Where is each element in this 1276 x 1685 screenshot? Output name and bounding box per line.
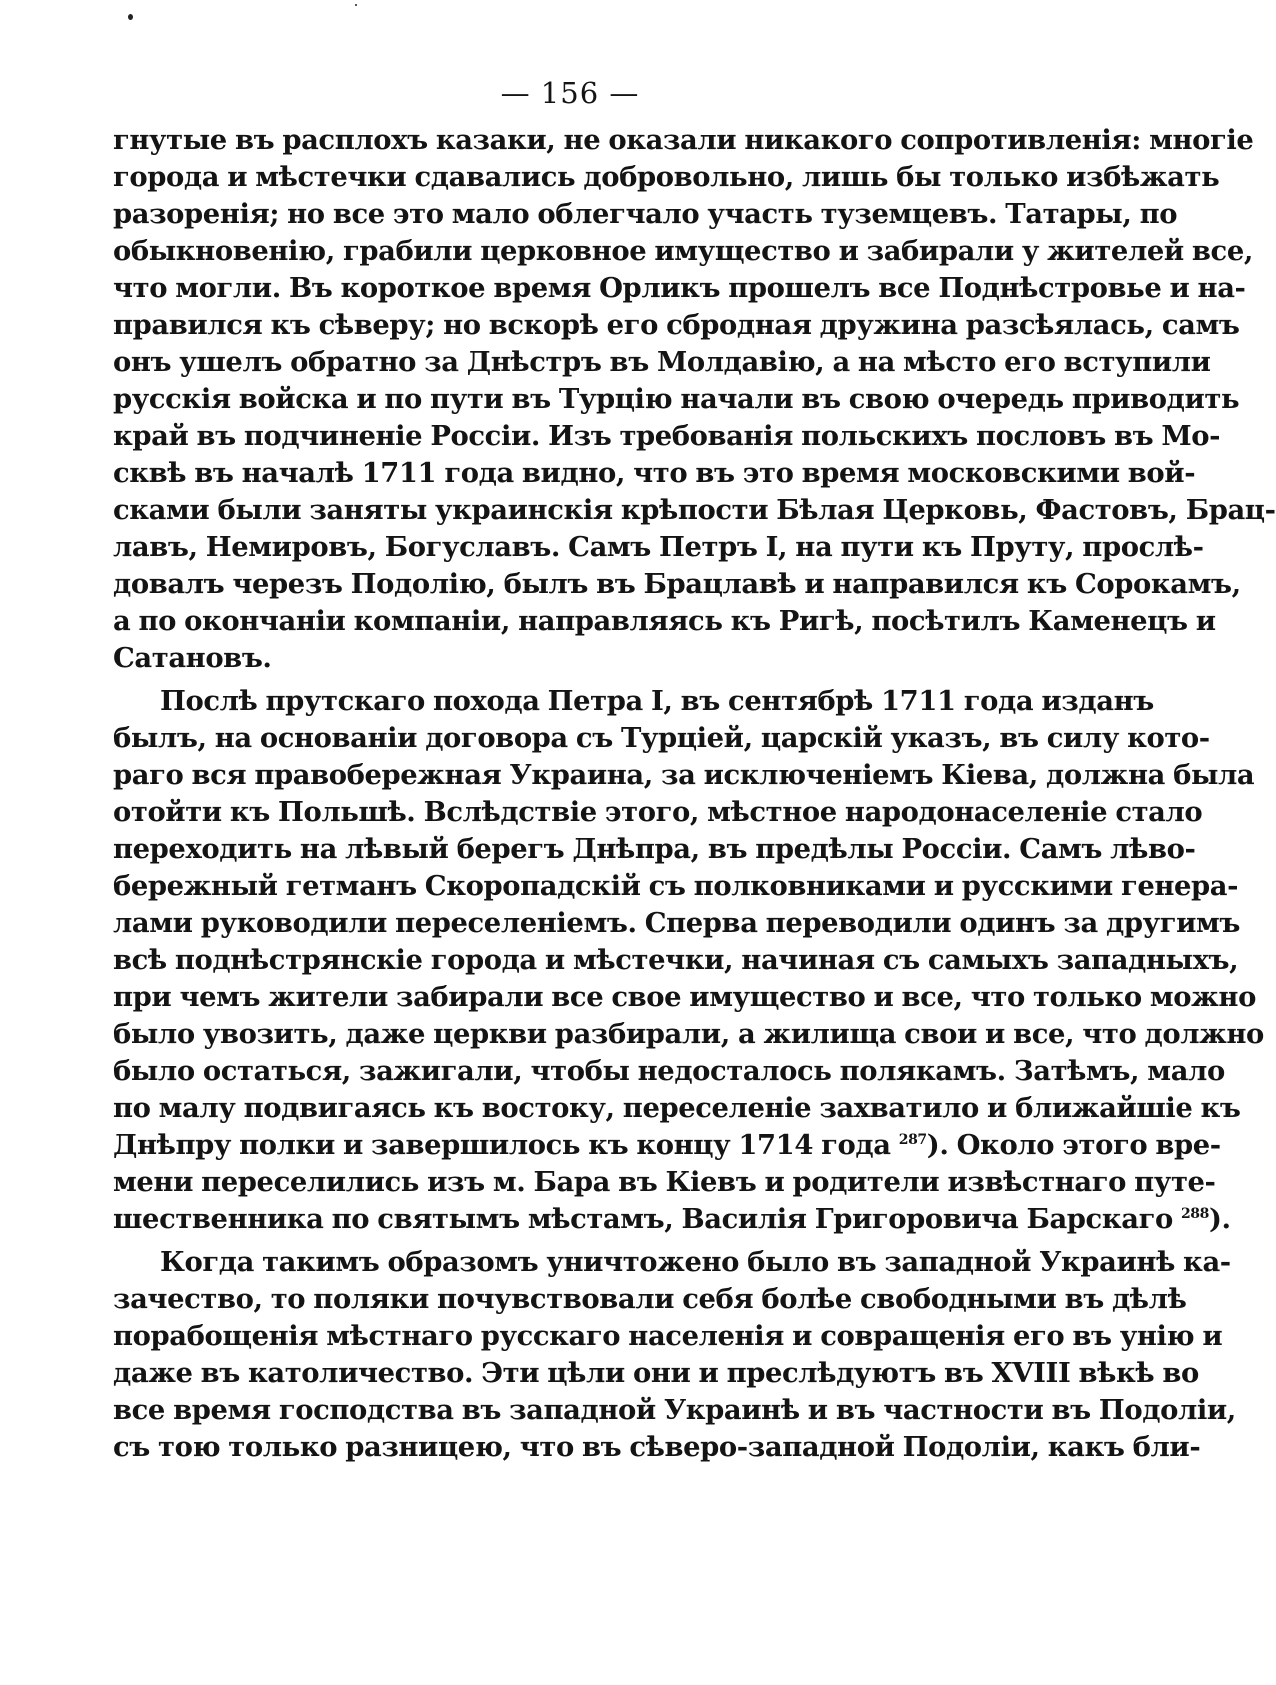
text-line: по малу подвигаясь къ востоку, переселеніе захватило и ближайшіе къ (113, 1092, 1241, 1124)
text-line (113, 1127, 1221, 1164)
text-line: обыкновенію, грабили церковное имущество и забирали у жителей все, (113, 235, 1254, 267)
footnote-ref[interactable]: 288 (1180, 1205, 1209, 1222)
text-line: сками были заняты украинскія крѣпости Бѣлая Церковь, Фастовъ, Брац- (113, 494, 1276, 526)
line-text: шественника по святымъ мѣстамъ, Василія Григоровича Барскаго (113, 1203, 1173, 1235)
text-line: Сатановъ. (113, 642, 272, 674)
text-line: при чемъ жители забирали все свое имущество и все, что только можно (113, 981, 1256, 1013)
text-line: зачество, то поляки почувствовали себя болѣе свободными въ дѣлѣ (113, 1283, 1187, 1315)
text-line: съ тою только разницею, что въ сѣверо-западной Подоліи, какъ бли- (113, 1431, 1201, 1463)
ink-speck (355, 4, 357, 6)
text-line: было остаться, зажигали, чтобы недосталось полякамъ. Затѣмъ, мало (113, 1055, 1225, 1087)
text-line: а по окончаніи компаніи, направляясь къ Ригѣ, посѣтилъ Каменецъ и (113, 605, 1216, 637)
line-text: ). (1209, 1203, 1231, 1235)
text-line: сквѣ въ началѣ 1711 года видно, что въ это время московскими вой- (113, 457, 1196, 489)
text-line: переходить на лѣвый берегъ Днѣпра, въ предѣлы Россіи. Самъ лѣво- (113, 833, 1196, 865)
text-line: порабощенія мѣстнаго русскаго населенія и совращенія его въ унію и (113, 1320, 1223, 1352)
page-number: — 156 — (500, 76, 640, 110)
page-text (113, 122, 1276, 1466)
text-line (113, 1201, 1231, 1238)
text-line: лами руководили переселеніемъ. Сперва переводили одинъ за другимъ (113, 907, 1241, 939)
text-line: мени переселились изъ м. Бара въ Кіевъ и родители извѣстнаго путе- (113, 1166, 1216, 1198)
text-line: бережный гетманъ Скоропадскій съ полковниками и русскими генера- (113, 870, 1239, 902)
text-line: всѣ поднѣстрянскіе города и мѣстечки, начиная съ самыхъ западныхъ, (113, 944, 1239, 976)
text-line: край въ подчиненіе Россіи. Изъ требованія польскихъ пословъ въ Мо- (113, 420, 1221, 452)
text-line: русскія войска и по пути въ Турцію начали въ свою очередь приводить (113, 383, 1240, 415)
text-line: было увозить, даже церкви разбирали, а жилища свои и все, что должно (113, 1018, 1264, 1050)
paragraph (113, 122, 1276, 677)
text-line: отойти къ Польшѣ. Вслѣдствіе этого, мѣстное народонаселеніе стало (113, 796, 1203, 828)
text-line: довалъ черезъ Подолію, былъ въ Брацлавѣ и направился къ Сорокамъ, (113, 568, 1241, 600)
text-line: что могли. Въ короткое время Орликъ прошелъ все Поднѣстровье и на- (113, 272, 1246, 304)
footnote-ref[interactable]: 287 (898, 1131, 927, 1148)
line-text: ). Около этого вре- (926, 1129, 1221, 1161)
ink-speck (128, 14, 133, 20)
paragraph (113, 683, 1264, 1238)
text-line: гнутые въ расплохъ казаки, не оказали никакого сопротивленія: многіе (113, 124, 1254, 156)
text-line: города и мѣстечки сдавались добровольно, лишь бы только избѣжать (113, 161, 1220, 193)
text-line: лавъ, Немировъ, Богуславъ. Самъ Петръ I, на пути къ Пруту, прослѣ- (113, 531, 1204, 563)
text-line: раго вся правобережная Украина, за исключеніемъ Кіева, должна была (113, 759, 1255, 791)
paragraph (113, 1244, 1236, 1466)
text-line: все время господства въ западной Украинѣ и въ частности въ Подоліи, (113, 1394, 1236, 1426)
text-line: Когда такимъ образомъ уничтожено было въ западной Украинѣ ка- (160, 1246, 1231, 1278)
text-line: разоренія; но все это мало облегчало участь туземцевъ. Татары, по (113, 198, 1178, 230)
text-line: даже въ католичество. Эти цѣли они и преслѣдуютъ въ XVIII вѣкѣ во (113, 1357, 1199, 1389)
text-line: былъ, на основаніи договора съ Турціей, царскій указъ, въ силу кото- (113, 722, 1210, 754)
text-line: онъ ушелъ обратно за Днѣстръ въ Молдавію, а на мѣсто его вступили (113, 346, 1211, 378)
text-line: правился къ сѣверу; но вскорѣ его сбродная дружина разсѣялась, самъ (113, 309, 1240, 341)
line-text: Днѣпру полки и завершилось къ концу 1714 года (113, 1129, 891, 1161)
text-line: Послѣ прутскаго похода Петра I, въ сентябрѣ 1711 года изданъ (160, 685, 1154, 717)
